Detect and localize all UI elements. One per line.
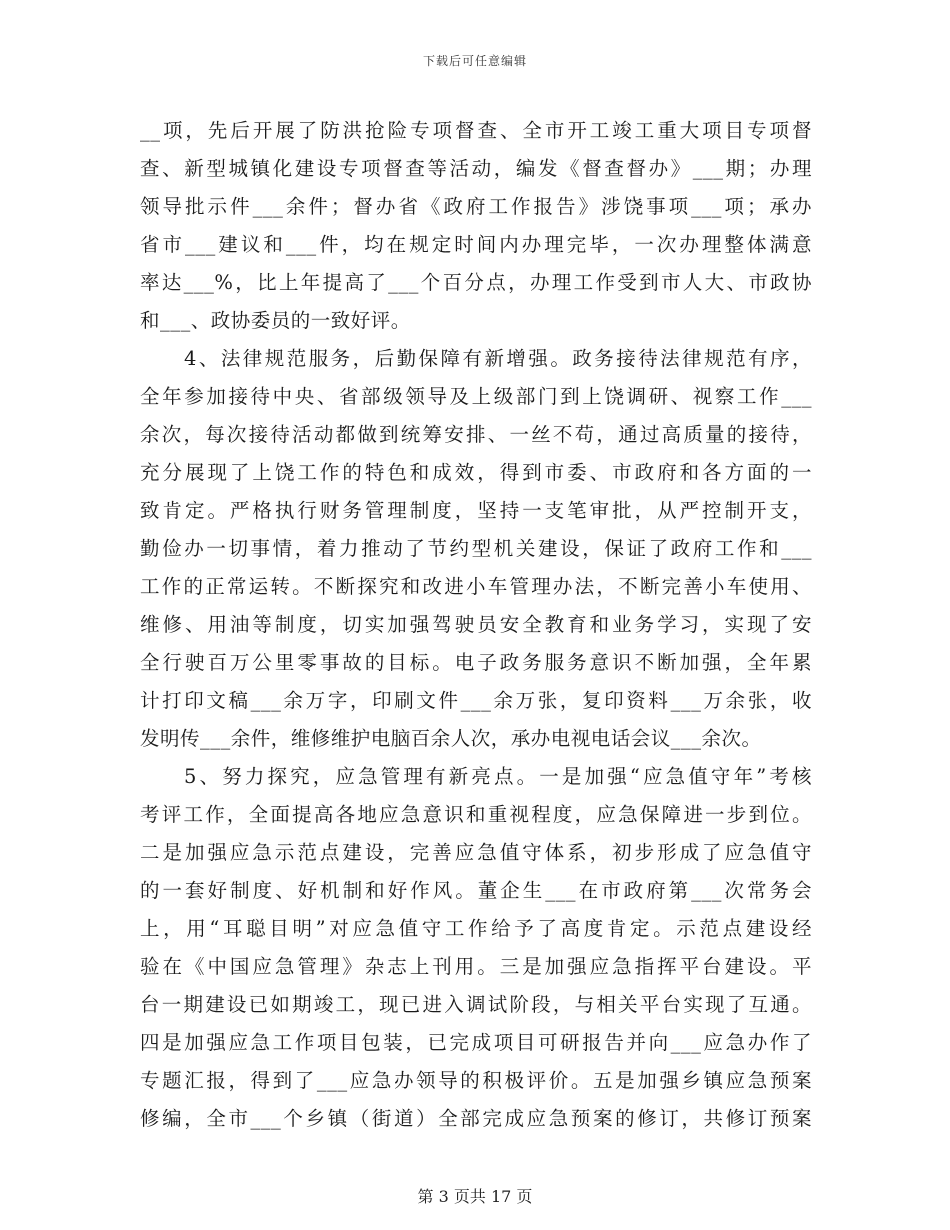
text-line: 和___、政协委员的一致好评。 — [140, 309, 411, 332]
text-line: 计打印文稿___余万字，印刷文件___余万张，复印资料___万余张，收 — [140, 689, 812, 712]
text-line: 全行驶百万公里零事故的目标。电子政务服务意识不断加强，全年累 — [140, 651, 812, 674]
text-line: 四是加强应急工作项目包装，已完成项目可研报告并向___应急办作了 — [140, 1031, 812, 1054]
text-line: 全年参加接待中央、省部级领导及上级部门到上饶调研、视察工作___ — [140, 385, 812, 408]
text-line: 上，用“耳聪目明”对应急值守工作给予了高度肯定。示范点建设经 — [140, 917, 812, 940]
text-line: 考评工作，全面提高各地应急意识和重视程度，应急保障进一步到位。 — [140, 803, 812, 826]
text-line: 修编，全市___个乡镇（街道）全部完成应急预案的修订，共修订预案 — [140, 1107, 812, 1130]
text-line: 致肯定。严格执行财务管理制度，坚持一支笔审批，从严控制开支， — [140, 499, 812, 522]
text-line: 专题汇报，得到了___应急办领导的积极评价。五是加强乡镇应急预案 — [140, 1069, 812, 1092]
text-line: 省市___建议和___件，均在规定时间内办理完毕，一次办理整体满意 — [140, 233, 812, 256]
text-line: 的一套好制度、好机制和好作风。董企生___在市政府第___次常务会 — [140, 879, 812, 902]
text-line: 维修、用油等制度，切实加强驾驶员安全教育和业务学习，实现了安 — [140, 613, 812, 636]
text-line: 台一期建设已如期竣工，现已进入调试阶段，与相关平台实现了互通。 — [140, 993, 812, 1016]
document-body — [140, 112, 812, 1138]
text-line: 验在《中国应急管理》杂志上刊用。三是加强应急指挥平台建设。平 — [140, 955, 812, 978]
text-line: 勤俭办一切事情，着力推动了节约型机关建设，保证了政府工作和___ — [140, 537, 812, 560]
text-line: 查、新型城镇化建设专项督查等活动，编发《督查督办》___期；办理 — [140, 157, 812, 180]
text-line: 充分展现了上饶工作的特色和成效，得到市委、市政府和各方面的一 — [140, 461, 812, 484]
text-line: 领导批示件___余件；督办省《政府工作报告》涉饶事项___项；承办 — [140, 195, 812, 218]
text-line: 二是加强应急示范点建设，完善应急值守体系，初步形成了应急值守 — [140, 841, 812, 864]
text-line: __项，先后开展了防洪抢险专项督查、全市开工竣工重大项目专项督 — [140, 119, 812, 142]
text-line: 余次，每次接待活动都做到统筹安排、一丝不苟，通过高质量的接待， — [140, 423, 812, 446]
page-footer: 第 3 页共 17 页 — [417, 1187, 533, 1206]
text-line: 发明传___余件，维修维护电脑百余人次，承办电视电话会议___余次。 — [140, 727, 762, 750]
paragraph-5-start: 5、努力探究，应急管理有新亮点。一是加强“应急值守年”考核 — [184, 765, 812, 788]
text-line: 率达___%，比上年提高了___个百分点，办理工作受到市人大、市政协 — [140, 271, 812, 294]
paragraph-4-start: 4、法律规范服务，后勤保障有新增强。政务接待法律规范有序， — [184, 347, 812, 370]
page-header: 下载后可任意编辑 — [422, 54, 527, 68]
text-line: 工作的正常运转。不断探究和改进小车管理办法，不断完善小车使用、 — [140, 575, 812, 598]
